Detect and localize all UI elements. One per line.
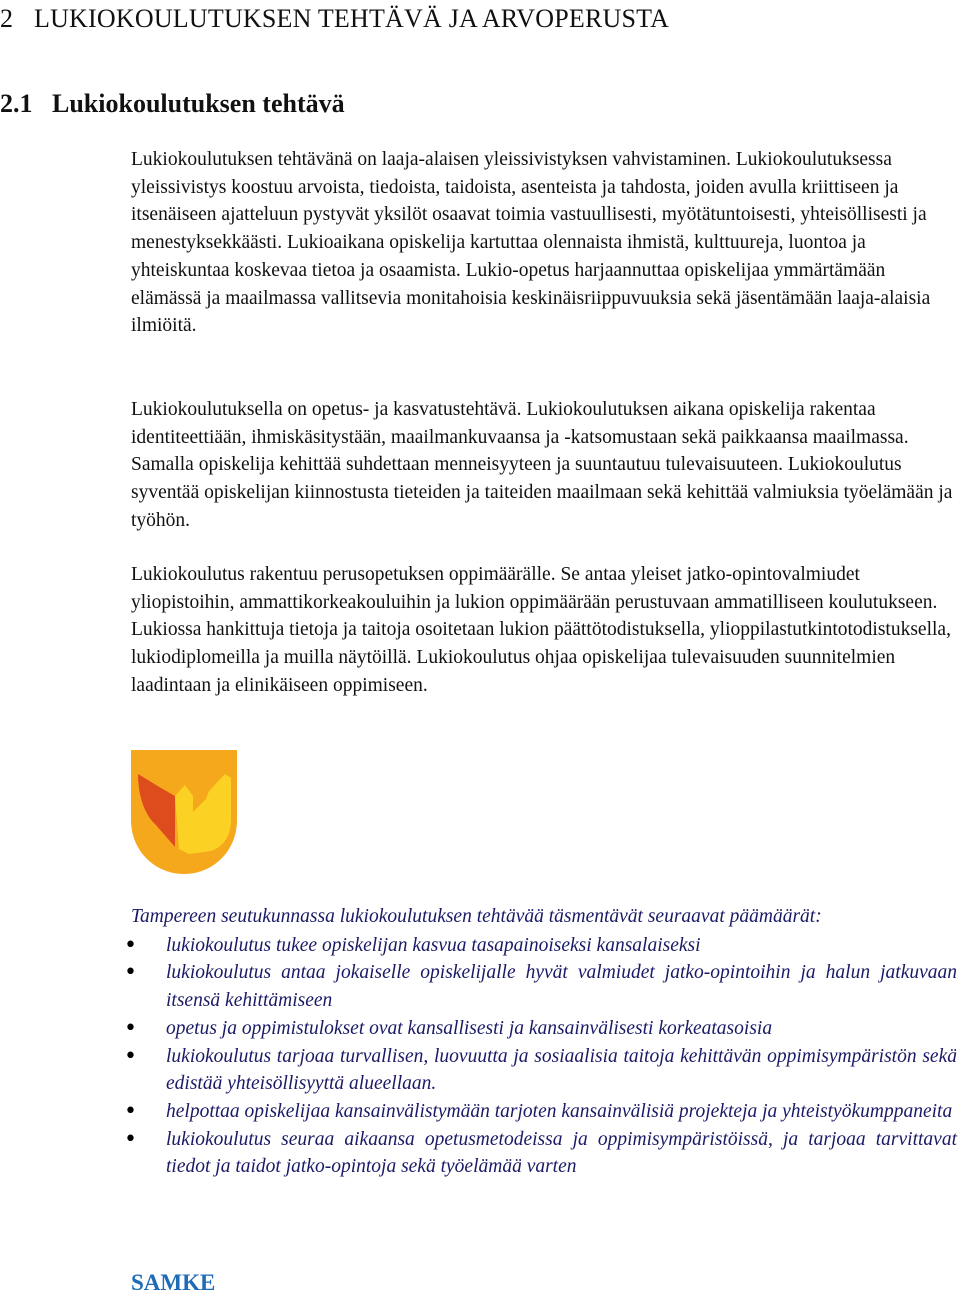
paragraph-task: Lukiokoulutuksen tehtävänä on laaja-alaisen yleissivistyksen vahvistaminen. Lukiokoulutuksessa yleissivistys koostuu arvoista, tiedoista, taidoista, asenteista ja tahdosta, joiden avulla kriittiseen ja itsenäiseen ajatteluun pystyvät yksilöt osaavat toimia vastuullisesti, myötätuntoisesti, yhteisöllisesti ja menestyksekkäästi. Lukioaikana opiskelija kartuttaa olennaista ihmistä, kulttuureja, luontoa ja yhteiskuntaa koskevaa tietoa ja osaamista. Lukio-opetus harjaannuttaa opiskelijaa ymmärtämään elämässä ja maailmassa vallitsevia monitahoisia keskinäisriippuvuuksia sekä jäsentämään laaja-alaisia ilmiöitä. xyxy=(131,149,931,337)
regional-goals-list xyxy=(124,932,957,1181)
list-item xyxy=(124,1126,957,1181)
list-item xyxy=(124,932,957,960)
bullet-icon: • xyxy=(124,1043,137,1069)
list-item-text: lukiokoulutus tarjoaa turvallisen, luovuutta ja sosiaalisia taitoja kehittävän oppimisympäristön sekä edistää yhteisöllisyyttä alueellaan. xyxy=(166,1045,957,1095)
list-item-text: helpottaa opiskelijaa kansainvälistymään tarjoten kansainvälisiä projekteja ja yhteistyökumppaneita xyxy=(166,1100,953,1122)
tampere-region-shield-logo-icon xyxy=(131,750,237,874)
chapter-title: LUKIOKOULUTUKSEN TEHTÄVÄ JA ARVOPERUSTA xyxy=(34,4,670,33)
bullet-icon: • xyxy=(124,932,137,958)
paragraph-education: Lukiokoulutuksella on opetus- ja kasvatustehtävä. Lukiokoulutuksen aikana opiskelija rakentaa identiteettiään, ihmiskäsitystään, maailmankuvaansa ja -katsomustaan sekä paikkaansa maailmassa. Samalla opiskelija kehittää suhdettaan menneisyyteen ja suuntautuu tulevaisuuteen. Lukiokoulutus syventää opiskelijan kiinnostusta tieteiden ja taiteiden maailmaan sekä kehittää valmiuksia työelämään ja työhön. xyxy=(131,399,953,531)
bullet-icon: • xyxy=(124,960,137,986)
bullet-icon: • xyxy=(124,1098,137,1124)
section-title: Lukiokoulutuksen tehtävä xyxy=(52,89,345,118)
list-item xyxy=(124,1015,957,1043)
section-heading xyxy=(0,88,345,120)
bullet-icon: • xyxy=(124,1015,137,1041)
bullet-icon: • xyxy=(124,1126,137,1152)
list-item xyxy=(124,959,957,1014)
footer-label: SAMKE xyxy=(131,1270,216,1295)
section-number: 2.1 xyxy=(0,89,33,118)
list-item-text: lukiokoulutus tukee opiskelijan kasvua tasapainoiseksi kansalaiseksi xyxy=(166,934,701,956)
list-item-text: opetus ja oppimistulokset ovat kansallisesti ja kansainvälisesti korkeatasoisia xyxy=(166,1017,773,1039)
regional-goals-intro: Tampereen seutukunnassa lukiokoulutuksen tehtävää täsmentävät seuraavat päämäärät: xyxy=(131,906,822,927)
list-item xyxy=(124,1043,957,1098)
chapter-number: 2 xyxy=(0,4,14,33)
paragraph-foundation: Lukiokoulutus rakentuu perusopetuksen oppimäärälle. Se antaa yleiset jatko-opintovalmiudet yliopistoihin, ammattikorkeakouluihin ja lukion oppimäärään perustuvaan ammatilliseen koulutukseen. Lukiossa hankittuja tietoja ja taitoja osoitetaan lukion päättötodistuksella, ylioppilastutkintotodistuksella, lukiodiplomeilla ja muilla näytöillä. Lukiokoulutus ohjaa opiskelijaa tulevaisuuden suunnitelmien laadintaan ja elinikäiseen oppimiseen. xyxy=(131,564,951,696)
chapter-heading xyxy=(0,3,669,35)
list-item xyxy=(124,1098,957,1126)
regional-goals xyxy=(124,903,957,1181)
list-item-text: lukiokoulutus seuraa aikaansa opetusmetodeissa ja oppimisympäristöissä, ja tarjoaa tarvittavat tiedot ja taidot jatko-opintoja sekä työelämää varten xyxy=(166,1128,957,1178)
list-item-text: lukiokoulutus antaa jokaiselle opiskelijalle hyvät valmiudet jatko-opintoihin ja halun jatkuvaan itsensä kehittämiseen xyxy=(166,962,957,1012)
